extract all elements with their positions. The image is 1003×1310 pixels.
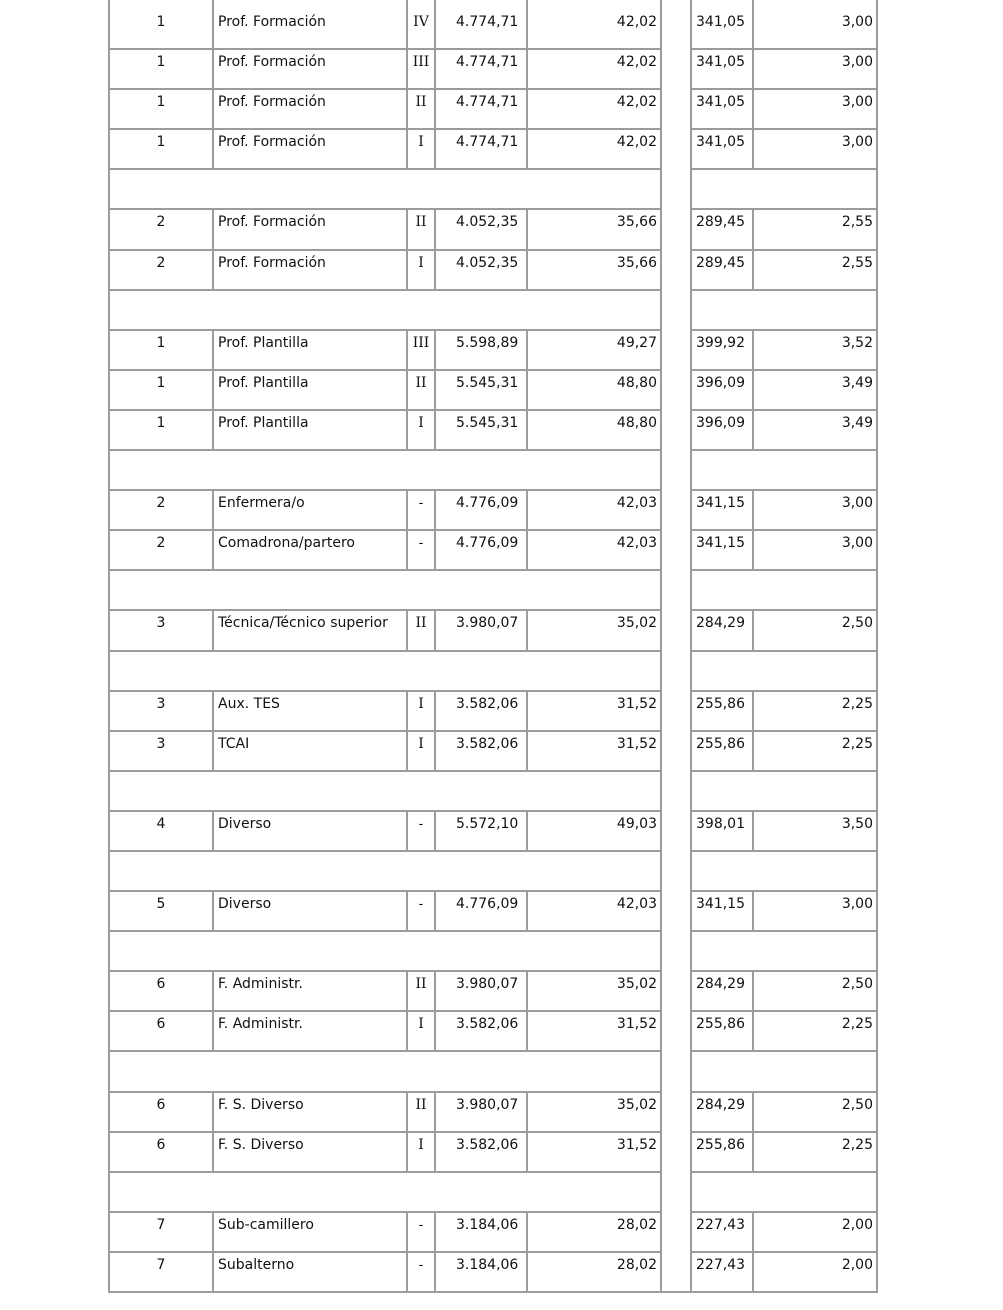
monthly-amount-cell: 31,52 — [528, 1133, 662, 1173]
annual-amount-cell: 5.572,10 — [436, 812, 528, 852]
amount-cell: 289,45 — [692, 251, 754, 291]
gap-column — [662, 10, 692, 50]
cell — [754, 0, 878, 10]
monthly-amount-cell: 31,52 — [528, 732, 662, 772]
gap-column — [662, 732, 692, 772]
amount-cell: 341,15 — [692, 491, 754, 531]
table-row — [108, 1012, 879, 1052]
cell — [214, 0, 408, 10]
amount-cell: 289,45 — [692, 210, 754, 250]
monthly-amount-cell: 49,03 — [528, 812, 662, 852]
category-cell: Prof. Formación — [214, 210, 408, 250]
gap-column — [662, 130, 692, 170]
amount-cell: 341,05 — [692, 130, 754, 170]
amount-cell: 3,00 — [754, 10, 878, 50]
amount-cell: 341,05 — [692, 90, 754, 130]
amount-cell: 2,55 — [754, 251, 878, 291]
monthly-amount-cell: 35,02 — [528, 972, 662, 1012]
level-cell: II — [408, 371, 436, 411]
amount-cell: 3,00 — [754, 491, 878, 531]
table-row-partial — [108, 0, 879, 10]
annual-amount-cell: 4.776,09 — [436, 531, 528, 571]
gap-column — [662, 1173, 692, 1213]
amount-cell: 396,09 — [692, 371, 754, 411]
separator-cell — [108, 1052, 662, 1092]
gap-column — [662, 331, 692, 371]
category-cell: Prof. Formación — [214, 130, 408, 170]
monthly-amount-cell: 42,02 — [528, 10, 662, 50]
table-row — [108, 732, 879, 772]
table-row — [108, 972, 879, 1012]
gap-column — [662, 531, 692, 571]
table-row — [108, 1133, 879, 1173]
group-cell: 1 — [108, 10, 214, 50]
monthly-amount-cell: 42,03 — [528, 491, 662, 531]
annual-amount-cell: 4.774,71 — [436, 90, 528, 130]
amount-cell: 2,25 — [754, 732, 878, 772]
cell — [528, 0, 662, 10]
separator-row — [108, 451, 879, 491]
group-cell: 3 — [108, 611, 214, 651]
table-row — [108, 692, 879, 732]
monthly-amount-cell: 35,66 — [528, 210, 662, 250]
annual-amount-cell: 3.980,07 — [436, 1093, 528, 1133]
cell — [436, 0, 528, 10]
level-cell: - — [408, 491, 436, 531]
level-cell: II — [408, 90, 436, 130]
annual-amount-cell: 3.582,06 — [436, 732, 528, 772]
separator-cell — [108, 1173, 662, 1213]
amount-cell: 3,50 — [754, 812, 878, 852]
amount-cell: 2,25 — [754, 1133, 878, 1173]
table-row — [108, 251, 879, 291]
separator-row — [108, 571, 879, 611]
separator-cell — [692, 772, 878, 812]
category-cell: Sub-camillero — [214, 1213, 408, 1253]
amount-cell: 341,05 — [692, 50, 754, 90]
gap-column — [662, 411, 692, 451]
category-cell: Diverso — [214, 892, 408, 932]
category-cell: F. S. Diverso — [214, 1093, 408, 1133]
separator-cell — [108, 170, 662, 210]
category-cell: Prof. Formación — [214, 10, 408, 50]
annual-amount-cell: 5.545,31 — [436, 411, 528, 451]
gap-column — [662, 491, 692, 531]
monthly-amount-cell: 35,66 — [528, 251, 662, 291]
gap-column — [662, 812, 692, 852]
level-cell: III — [408, 50, 436, 90]
annual-amount-cell: 3.582,06 — [436, 1012, 528, 1052]
category-cell: Prof. Plantilla — [214, 411, 408, 451]
group-cell: 3 — [108, 692, 214, 732]
category-cell: Aux. TES — [214, 692, 408, 732]
gap-column — [662, 371, 692, 411]
table-row — [108, 90, 879, 130]
table-row — [108, 892, 879, 932]
separator-cell — [692, 291, 878, 331]
amount-cell: 3,49 — [754, 371, 878, 411]
amount-cell: 2,50 — [754, 972, 878, 1012]
monthly-amount-cell: 28,02 — [528, 1213, 662, 1253]
category-cell: TCAI — [214, 732, 408, 772]
gap-column — [662, 1213, 692, 1253]
annual-amount-cell: 5.598,89 — [436, 331, 528, 371]
monthly-amount-cell: 42,02 — [528, 50, 662, 90]
gap-column — [662, 1133, 692, 1173]
gap-column — [662, 611, 692, 651]
annual-amount-cell: 4.052,35 — [436, 251, 528, 291]
category-cell: F. S. Diverso — [214, 1133, 408, 1173]
category-cell: Comadrona/partero — [214, 531, 408, 571]
separator-cell — [692, 170, 878, 210]
gap-column — [662, 852, 692, 892]
gap-column — [662, 1052, 692, 1092]
group-cell: 1 — [108, 130, 214, 170]
category-cell: F. Administr. — [214, 972, 408, 1012]
table-row — [108, 411, 879, 451]
amount-cell: 2,00 — [754, 1213, 878, 1253]
amount-cell: 2,00 — [754, 1253, 878, 1293]
level-cell: I — [408, 130, 436, 170]
category-cell: Prof. Formación — [214, 251, 408, 291]
separator-row — [108, 932, 879, 972]
salary-table — [108, 0, 879, 1293]
cell — [108, 0, 214, 10]
monthly-amount-cell: 35,02 — [528, 611, 662, 651]
gap-column — [662, 571, 692, 611]
category-cell: Prof. Plantilla — [214, 331, 408, 371]
gap-column — [662, 772, 692, 812]
monthly-amount-cell: 48,80 — [528, 371, 662, 411]
level-cell: I — [408, 1012, 436, 1052]
separator-cell — [692, 652, 878, 692]
amount-cell: 341,15 — [692, 892, 754, 932]
gap-column — [662, 50, 692, 90]
group-cell: 1 — [108, 331, 214, 371]
category-cell: Diverso — [214, 812, 408, 852]
gap-column — [662, 692, 692, 732]
level-cell: I — [408, 692, 436, 732]
monthly-amount-cell: 31,52 — [528, 692, 662, 732]
gap-column — [662, 170, 692, 210]
level-cell: II — [408, 611, 436, 651]
gap-column — [662, 1093, 692, 1133]
amount-cell: 3,00 — [754, 531, 878, 571]
table-row — [108, 611, 879, 651]
table-row — [108, 531, 879, 571]
amount-cell: 398,01 — [692, 812, 754, 852]
separator-cell — [108, 852, 662, 892]
group-cell: 6 — [108, 1133, 214, 1173]
separator-cell — [692, 932, 878, 972]
level-cell: I — [408, 251, 436, 291]
separator-cell — [108, 571, 662, 611]
level-cell: - — [408, 812, 436, 852]
amount-cell: 2,25 — [754, 1012, 878, 1052]
level-cell: - — [408, 1213, 436, 1253]
level-cell: II — [408, 210, 436, 250]
table-row — [108, 1213, 879, 1253]
separator-cell — [108, 772, 662, 812]
amount-cell: 255,86 — [692, 1133, 754, 1173]
separator-cell — [692, 1052, 878, 1092]
amount-cell: 284,29 — [692, 972, 754, 1012]
annual-amount-cell: 3.980,07 — [436, 972, 528, 1012]
amount-cell: 3,00 — [754, 90, 878, 130]
group-cell: 4 — [108, 812, 214, 852]
monthly-amount-cell: 31,52 — [528, 1012, 662, 1052]
category-cell: Prof. Plantilla — [214, 371, 408, 411]
amount-cell: 3,00 — [754, 50, 878, 90]
separator-cell — [692, 1173, 878, 1213]
category-cell: Enfermera/o — [214, 491, 408, 531]
amount-cell: 399,92 — [692, 331, 754, 371]
separator-row — [108, 291, 879, 331]
gap-column — [662, 210, 692, 250]
group-cell: 6 — [108, 972, 214, 1012]
separator-cell — [108, 291, 662, 331]
table-row — [108, 1093, 879, 1133]
gap-column — [662, 90, 692, 130]
table-row — [108, 210, 879, 250]
annual-amount-cell: 4.776,09 — [436, 892, 528, 932]
table-row — [108, 812, 879, 852]
category-cell: Subalterno — [214, 1253, 408, 1293]
level-cell: - — [408, 531, 436, 571]
monthly-amount-cell: 35,02 — [528, 1093, 662, 1133]
level-cell: - — [408, 1253, 436, 1293]
gap-column — [662, 1253, 692, 1293]
separator-row — [108, 852, 879, 892]
annual-amount-cell: 3.184,06 — [436, 1253, 528, 1293]
annual-amount-cell: 4.774,71 — [436, 10, 528, 50]
table-row — [108, 1253, 879, 1293]
separator-row — [108, 170, 879, 210]
table-row — [108, 50, 879, 90]
monthly-amount-cell: 48,80 — [528, 411, 662, 451]
annual-amount-cell: 3.980,07 — [436, 611, 528, 651]
separator-cell — [692, 852, 878, 892]
separator-cell — [108, 932, 662, 972]
group-cell: 5 — [108, 892, 214, 932]
annual-amount-cell: 3.582,06 — [436, 1133, 528, 1173]
group-cell: 1 — [108, 411, 214, 451]
gap-column — [662, 0, 692, 10]
separator-row — [108, 772, 879, 812]
group-cell: 2 — [108, 531, 214, 571]
annual-amount-cell: 5.545,31 — [436, 371, 528, 411]
amount-cell: 2,55 — [754, 210, 878, 250]
separator-cell — [108, 451, 662, 491]
table-row — [108, 130, 879, 170]
amount-cell: 2,50 — [754, 611, 878, 651]
group-cell: 6 — [108, 1093, 214, 1133]
separator-row — [108, 1052, 879, 1092]
monthly-amount-cell: 49,27 — [528, 331, 662, 371]
gap-column — [662, 892, 692, 932]
annual-amount-cell: 3.184,06 — [436, 1213, 528, 1253]
amount-cell: 3,00 — [754, 892, 878, 932]
amount-cell: 255,86 — [692, 1012, 754, 1052]
amount-cell: 227,43 — [692, 1253, 754, 1293]
category-cell: Prof. Formación — [214, 50, 408, 90]
monthly-amount-cell: 28,02 — [528, 1253, 662, 1293]
group-cell: 2 — [108, 251, 214, 291]
level-cell: IV — [408, 10, 436, 50]
separator-row — [108, 652, 879, 692]
amount-cell: 3,52 — [754, 331, 878, 371]
level-cell: I — [408, 732, 436, 772]
group-cell: 2 — [108, 210, 214, 250]
amount-cell: 341,15 — [692, 531, 754, 571]
cell — [692, 0, 754, 10]
monthly-amount-cell: 42,03 — [528, 531, 662, 571]
level-cell: - — [408, 892, 436, 932]
amount-cell: 2,25 — [754, 692, 878, 732]
amount-cell: 284,29 — [692, 611, 754, 651]
amount-cell: 3,49 — [754, 411, 878, 451]
monthly-amount-cell: 42,03 — [528, 892, 662, 932]
amount-cell: 341,05 — [692, 10, 754, 50]
gap-column — [662, 251, 692, 291]
amount-cell: 255,86 — [692, 732, 754, 772]
gap-column — [662, 972, 692, 1012]
annual-amount-cell: 3.582,06 — [436, 692, 528, 732]
group-cell: 7 — [108, 1213, 214, 1253]
category-cell: Prof. Formación — [214, 90, 408, 130]
group-cell: 1 — [108, 50, 214, 90]
annual-amount-cell: 4.774,71 — [436, 130, 528, 170]
level-cell: II — [408, 1093, 436, 1133]
table-row — [108, 331, 879, 371]
amount-cell: 284,29 — [692, 1093, 754, 1133]
level-cell: II — [408, 972, 436, 1012]
level-cell: I — [408, 1133, 436, 1173]
amount-cell: 2,50 — [754, 1093, 878, 1133]
gap-column — [662, 291, 692, 331]
table-row — [108, 10, 879, 50]
separator-cell — [108, 652, 662, 692]
monthly-amount-cell: 42,02 — [528, 130, 662, 170]
separator-cell — [692, 451, 878, 491]
amount-cell: 3,00 — [754, 130, 878, 170]
separator-cell — [692, 571, 878, 611]
amount-cell: 227,43 — [692, 1213, 754, 1253]
group-cell: 1 — [108, 371, 214, 411]
group-cell: 3 — [108, 732, 214, 772]
monthly-amount-cell: 42,02 — [528, 90, 662, 130]
table-row — [108, 371, 879, 411]
category-cell: Técnica/Técnico superior — [214, 611, 408, 651]
amount-cell: 396,09 — [692, 411, 754, 451]
gap-column — [662, 451, 692, 491]
amount-cell: 255,86 — [692, 692, 754, 732]
group-cell: 2 — [108, 491, 214, 531]
gap-column — [662, 1012, 692, 1052]
cell — [408, 0, 436, 10]
gap-column — [662, 652, 692, 692]
annual-amount-cell: 4.052,35 — [436, 210, 528, 250]
table-row — [108, 491, 879, 531]
group-cell: 6 — [108, 1012, 214, 1052]
level-cell: III — [408, 331, 436, 371]
annual-amount-cell: 4.776,09 — [436, 491, 528, 531]
group-cell: 1 — [108, 90, 214, 130]
level-cell: I — [408, 411, 436, 451]
gap-column — [662, 932, 692, 972]
category-cell: F. Administr. — [214, 1012, 408, 1052]
group-cell: 7 — [108, 1253, 214, 1293]
separator-row — [108, 1173, 879, 1213]
annual-amount-cell: 4.774,71 — [436, 50, 528, 90]
